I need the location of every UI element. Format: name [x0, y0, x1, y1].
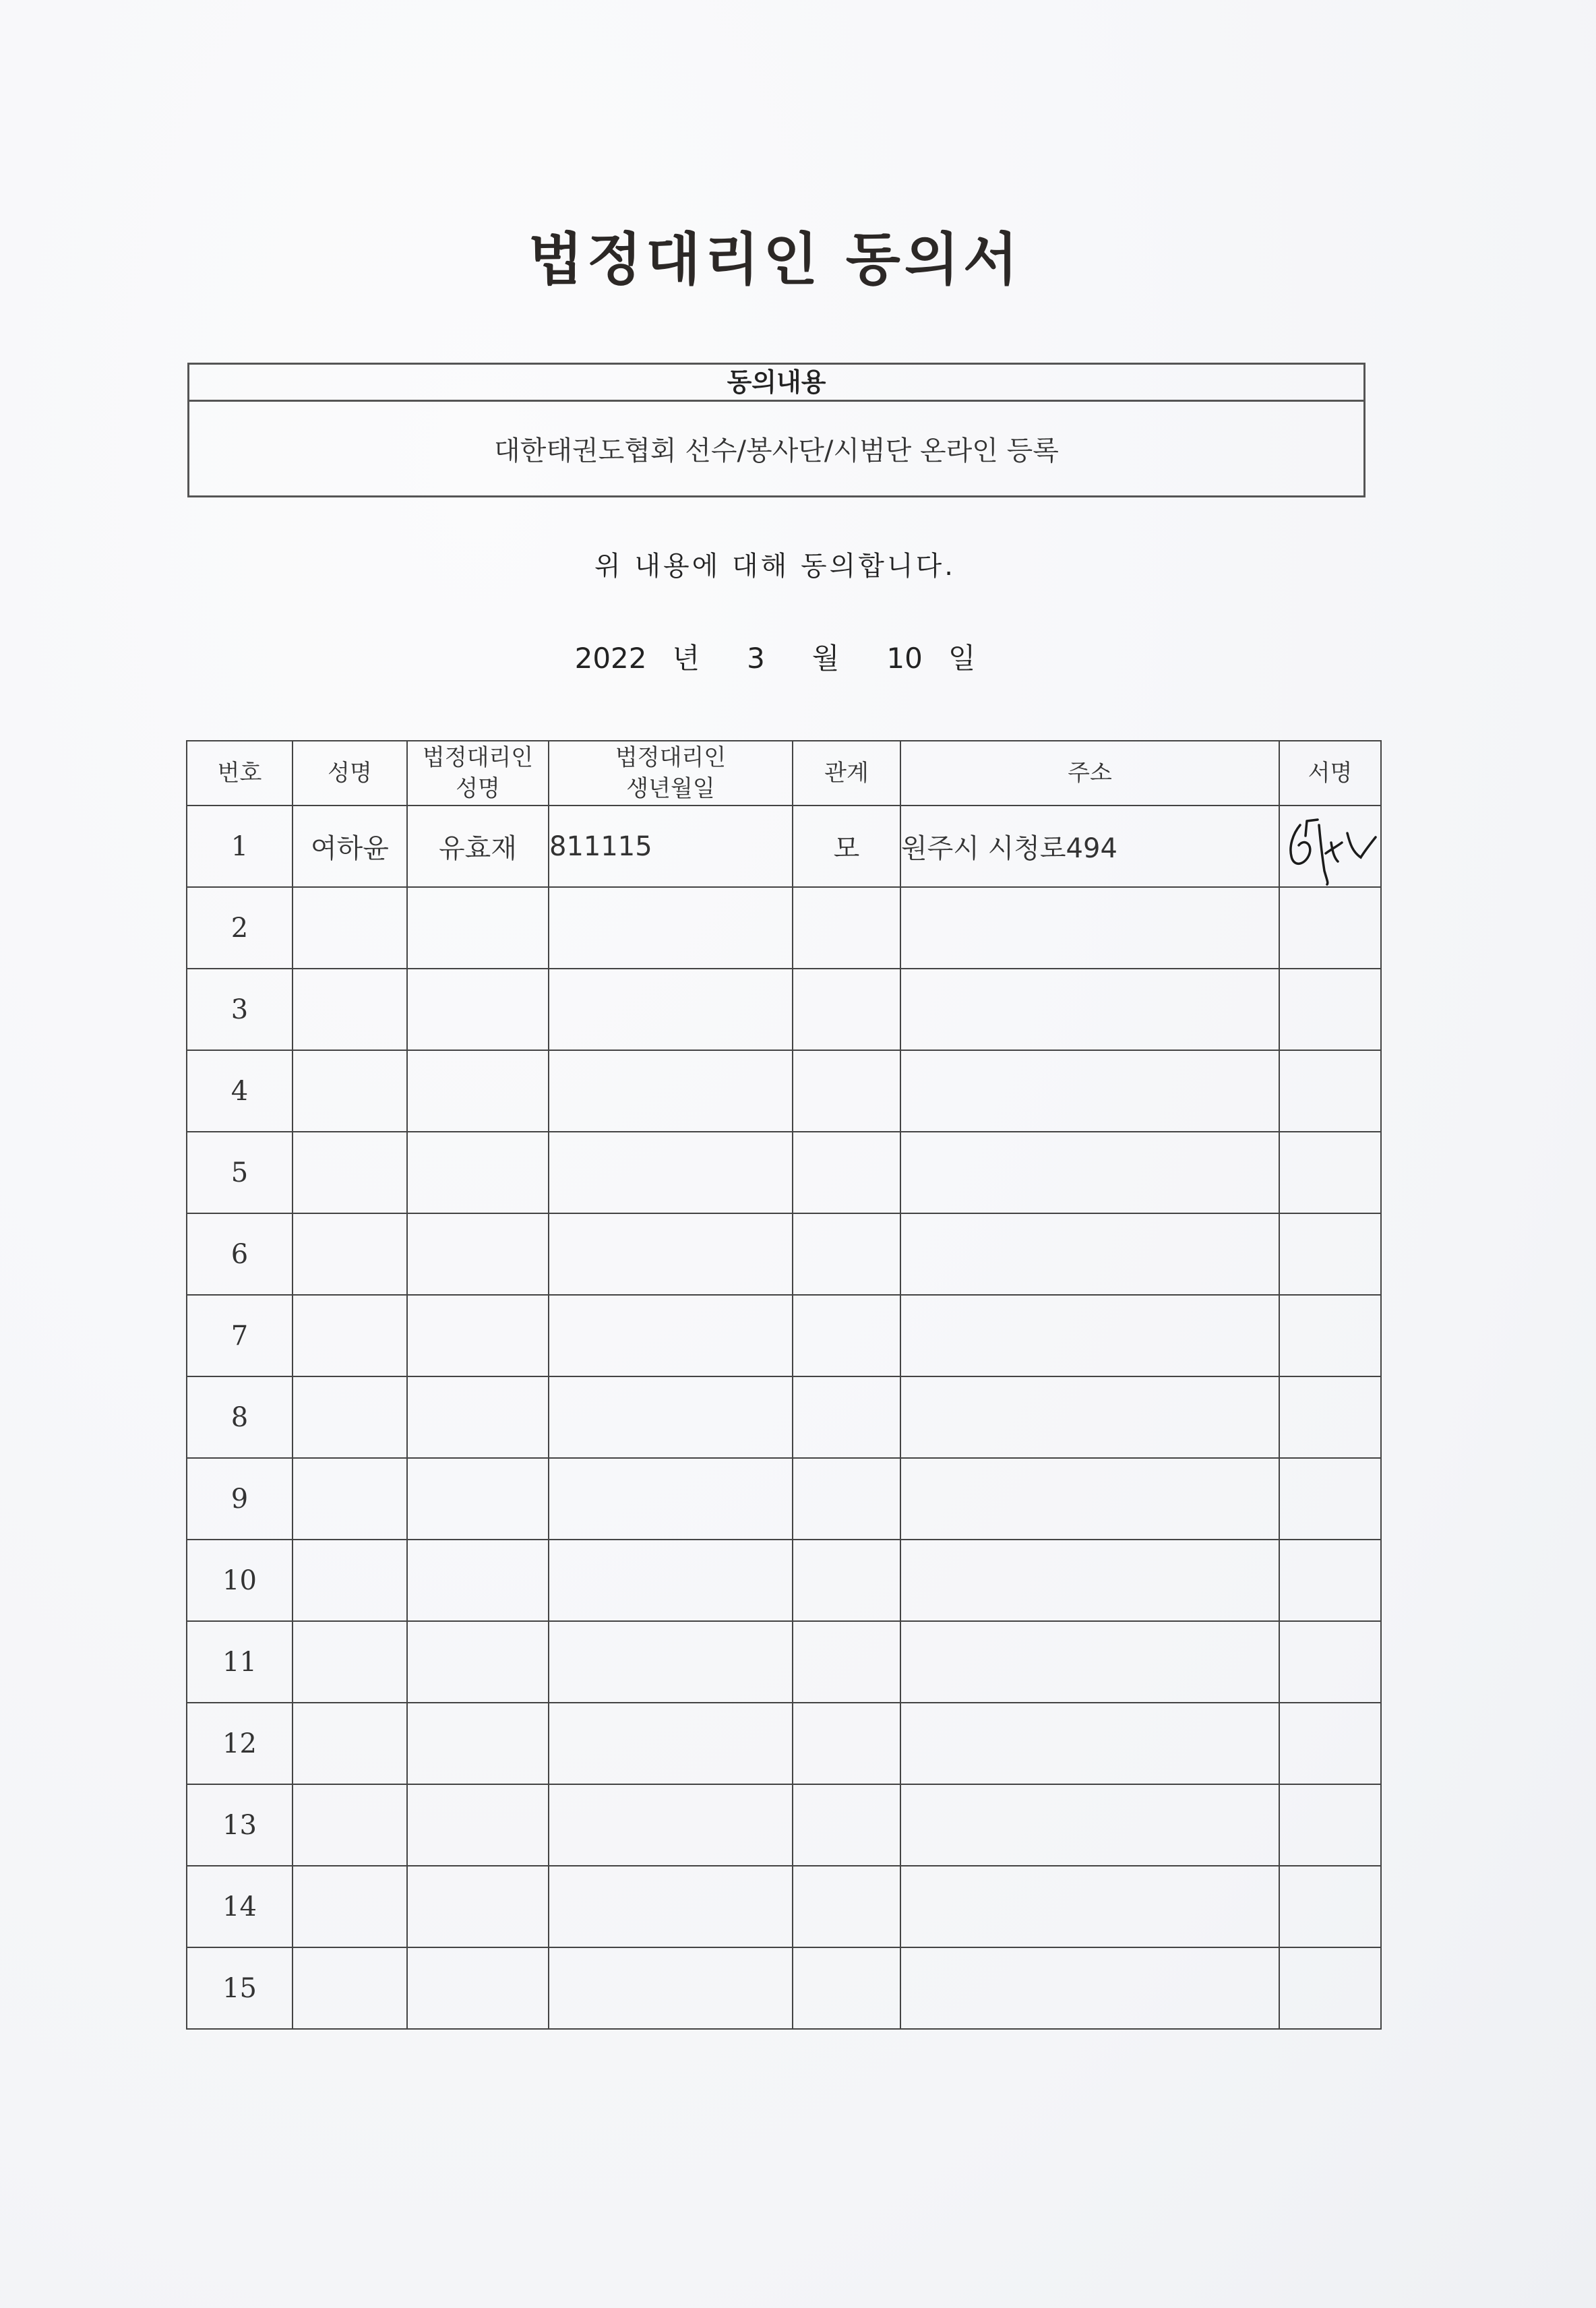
cell-address: [900, 1213, 1279, 1295]
cell-signature: [1279, 1458, 1381, 1540]
registration-table: [186, 740, 1382, 2030]
cell-guardian: [407, 1947, 549, 2029]
cell-address: [900, 1132, 1279, 1213]
cell-guardian: [407, 1295, 549, 1376]
cell-signature: [1279, 1703, 1381, 1784]
cell-address: [900, 1540, 1279, 1621]
cell-name: [293, 1213, 407, 1295]
cell-signature: [1279, 1376, 1381, 1458]
cell-address: [900, 1295, 1279, 1376]
date-line: [0, 636, 1550, 677]
header-name: 성명: [293, 741, 407, 806]
cell-signature: [1279, 1132, 1381, 1213]
cell-relation: [793, 1784, 900, 1866]
cell-address: 원주시 시청로494: [900, 806, 1279, 887]
cell-name: [293, 1866, 407, 1947]
cell-address: [900, 887, 1279, 969]
cell-name: [293, 1621, 407, 1703]
cell-guardian: [407, 1458, 549, 1540]
date-day-unit: 일: [948, 642, 976, 675]
table-row: [187, 1458, 1381, 1540]
header-no: 번호: [187, 741, 293, 806]
cell-relation: [793, 1703, 900, 1784]
cell-signature: [1279, 887, 1381, 969]
table-row: [187, 806, 1381, 887]
cell-address: [900, 1050, 1279, 1132]
cell-birth: [549, 1703, 793, 1784]
cell-birth: [549, 1132, 793, 1213]
cell-no: 3: [187, 969, 293, 1050]
cell-relation: [793, 1376, 900, 1458]
table-row: [187, 1784, 1381, 1866]
cell-no: 9: [187, 1458, 293, 1540]
cell-address: [900, 1458, 1279, 1540]
cell-name: [293, 1540, 407, 1621]
table-row: [187, 969, 1381, 1050]
cell-no: 10: [187, 1540, 293, 1621]
cell-signature: [1279, 1213, 1381, 1295]
header-guardian-birth: [549, 741, 793, 806]
cell-birth: [549, 1947, 793, 2029]
cell-birth: [549, 1295, 793, 1376]
cell-no: 15: [187, 1947, 293, 2029]
table-row: [187, 1947, 1381, 2029]
cell-address: [900, 1376, 1279, 1458]
cell-guardian: [407, 1866, 549, 1947]
cell-relation: [793, 1947, 900, 2029]
cell-signature: [1279, 1295, 1381, 1376]
cell-guardian: [407, 1376, 549, 1458]
cell-no: 1: [187, 806, 293, 887]
cell-address: [900, 1866, 1279, 1947]
cell-relation: [793, 1866, 900, 1947]
table-row: [187, 1132, 1381, 1213]
cell-birth: 811115: [549, 806, 793, 887]
cell-guardian: [407, 1050, 549, 1132]
cell-signature: [1279, 1947, 1381, 2029]
cell-guardian: [407, 1213, 549, 1295]
header-guardian-name-line1: 법정대리인: [422, 744, 534, 771]
cell-guardian: [407, 887, 549, 969]
cell-birth: [549, 1784, 793, 1866]
cell-signature: [1279, 1784, 1381, 1866]
cell-address: [900, 1621, 1279, 1703]
cell-signature: [1279, 1621, 1381, 1703]
cell-name: [293, 1947, 407, 2029]
cell-guardian: [407, 1621, 549, 1703]
cell-no: 5: [187, 1132, 293, 1213]
cell-signature: [1279, 1866, 1381, 1947]
cell-no: 6: [187, 1213, 293, 1295]
cell-name: 여하윤: [293, 806, 407, 887]
cell-no: 4: [187, 1050, 293, 1132]
consent-body: 대한태권도협회 선수/봉사단/시범단 온라인 등록: [494, 435, 1059, 466]
consent-header: 동의내용: [189, 365, 1363, 402]
cell-name: [293, 1295, 407, 1376]
cell-relation: 모: [793, 806, 900, 887]
cell-relation: [793, 1050, 900, 1132]
cell-name: [293, 1784, 407, 1866]
cell-name: [293, 969, 407, 1050]
consent-box: [187, 363, 1365, 497]
cell-birth: [549, 1621, 793, 1703]
cell-relation: [793, 1132, 900, 1213]
date-year-unit: 년: [672, 642, 700, 675]
cell-signature: [1279, 806, 1381, 887]
table-header-row: [187, 741, 1381, 806]
cell-relation: [793, 1621, 900, 1703]
cell-guardian: [407, 1703, 549, 1784]
cell-name: [293, 1703, 407, 1784]
cell-no: 7: [187, 1295, 293, 1376]
cell-no: 13: [187, 1784, 293, 1866]
cell-name: [293, 887, 407, 969]
cell-birth: [549, 1213, 793, 1295]
cell-no: 12: [187, 1703, 293, 1784]
agree-statement: 위 내용에 대해 동의합니다.: [594, 551, 956, 582]
cell-address: [900, 1947, 1279, 2029]
header-address: 주소: [900, 741, 1279, 806]
cell-no: 11: [187, 1621, 293, 1703]
cell-no: 8: [187, 1376, 293, 1458]
header-guardian-birth-line2: 생년월일: [626, 775, 715, 802]
cell-birth: [549, 1376, 793, 1458]
cell-no: 14: [187, 1866, 293, 1947]
cell-birth: [549, 1050, 793, 1132]
cell-name: [293, 1050, 407, 1132]
table-row: [187, 1213, 1381, 1295]
cell-address: [900, 1784, 1279, 1866]
cell-signature: [1279, 969, 1381, 1050]
cell-relation: [793, 1295, 900, 1376]
table-row: [187, 1050, 1381, 1132]
header-relation: 관계: [793, 741, 900, 806]
cell-relation: [793, 969, 900, 1050]
cell-name: [293, 1376, 407, 1458]
header-guardian-name: [407, 741, 549, 806]
cell-signature: [1279, 1540, 1381, 1621]
cell-guardian: [407, 1540, 549, 1621]
cell-guardian: 유효재: [407, 806, 549, 887]
cell-guardian: [407, 969, 549, 1050]
cell-birth: [549, 887, 793, 969]
table-row: [187, 1866, 1381, 1947]
cell-no: 2: [187, 887, 293, 969]
cell-relation: [793, 1540, 900, 1621]
cell-birth: [549, 1540, 793, 1621]
cell-birth: [549, 969, 793, 1050]
cell-guardian: [407, 1784, 549, 1866]
date-month: 3: [747, 642, 765, 675]
cell-relation: [793, 1458, 900, 1540]
cell-relation: [793, 1213, 900, 1295]
cell-guardian: [407, 1132, 549, 1213]
cell-birth: [549, 1866, 793, 1947]
table-row: [187, 1703, 1381, 1784]
header-guardian-name-line2: 성명: [456, 775, 500, 802]
cell-name: [293, 1458, 407, 1540]
cell-name: [293, 1132, 407, 1213]
table-row: [187, 1376, 1381, 1458]
cell-address: [900, 1703, 1279, 1784]
handwritten-signature: [1280, 806, 1381, 886]
header-signature: 서명: [1279, 741, 1381, 806]
header-guardian-birth-line1: 법정대리인: [615, 744, 727, 771]
date-day: 10: [886, 642, 923, 675]
table-row: [187, 1295, 1381, 1376]
table-row: [187, 1621, 1381, 1703]
table-row: [187, 887, 1381, 969]
cell-address: [900, 969, 1279, 1050]
cell-birth: [549, 1458, 793, 1540]
date-year: 2022: [574, 642, 647, 675]
table-row: [187, 1540, 1381, 1621]
cell-relation: [793, 887, 900, 969]
document-title: 법정대리인 동의서: [528, 226, 1022, 293]
date-month-unit: 월: [811, 642, 840, 675]
cell-signature: [1279, 1050, 1381, 1132]
